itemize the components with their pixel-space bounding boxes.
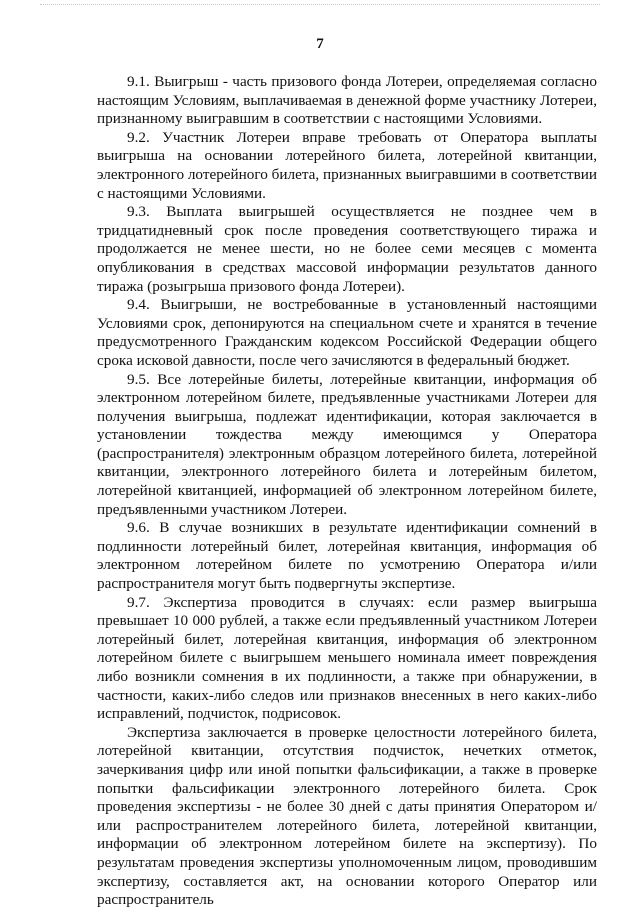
paragraph-9-7: 9.7. Экспертиза проводится в случаях: если размер выигрыша превышает 10 000 рублей, а также если предъявленный участником Лотереи лотерейный билет, лотерейная квитанция, информация об электронном лотерейном билете с выигрышем меньшего номинала имеет повреждения либо возникли сомнения в их подлинности, а также при обнаружении, в частности, каких-либо следов или признаков внесенных в него каких-либо исправлений, подчисток, подрисовок. (97, 593, 597, 723)
paragraph-9-2: 9.2. Участник Лотереи вправе требовать от Оператора выплаты выигрыша на основании лотерейного билета, лотерейной квитанции, электронного лотерейного билета, признанных выигравшими в соответствии с настоящими Условиями. (97, 128, 597, 202)
document-body (97, 73, 597, 910)
paragraph-9-6: 9.6. В случае возникших в результате идентификации сомнений в подлинности лотерейный билет, лотерейная квитанция, информация об электронном лотерейном билете по усмотрению Оператора и/или распространителя могут быть подвергнуты экспертизе. (97, 519, 597, 593)
paragraph-9-5: 9.5. Все лотерейные билеты, лотерейные квитанции, информация об электронном лотерейном билете, предъявленные участниками Лотереи для получения выигрыша, подлежат идентификации, которая заключается в установлении тождества между имеющимся у Оператора (распространителя) электронным образцом лотерейного билета, лотерейной квитанции, электронного лотерейного билета и лотерейным билетом, лотерейной квитанцией, информацией об электронном лотерейном билете, предъявленными участником Лотереи. (97, 370, 597, 518)
paragraph-expertise: Экспертиза заключается в проверке целостности лотерейного билета, лотерейной квитанции, отсутствия подчисток, нечетких отметок, зачеркивания цифр или иной попытки фальсификации, а также в проверке попытки фальсификации электронного лотерейного билета. Срок проведения экспертизы - не более 30 дней с даты принятия Оператором и/или распространителем лотерейного билета, лотерейной квитанции, информации об электронном лотерейном билете на экспертизу). По результатам проведения экспертизы уполномоченным лицом, проводившим экспертизу, составляется акт, на основании которого Оператор или распространитель (97, 723, 597, 909)
paragraph-9-4: 9.4. Выигрыши, не востребованные в установленный настоящими Условиями срок, депонируются на специальном счете и хранятся в течение предусмотренного Гражданским кодексом Российской Федерации общего срока исковой давности, после чего зачисляются в федеральный бюджет. (97, 296, 597, 369)
scan-edge-line (40, 4, 600, 5)
paragraph-9-1: 9.1. Выигрыш - часть призового фонда Лотереи, определяемая согласно настоящим Условиям, выплачиваемая в денежной форме участнику Лотереи, признанному выигравшим в соответствии с настоящими Условиями. (97, 73, 597, 128)
paragraph-9-3: 9.3. Выплата выигрышей осуществляется не позднее чем в тридцатидневный срок после проведения соответствующего тиража и продолжается не менее шести, но не более семи месяцев с момента опубликования в средствах массовой информации результатов данного тиража (розыгрыша призового фонда Лотереи). (97, 203, 597, 295)
page-number: 7 (316, 36, 324, 52)
